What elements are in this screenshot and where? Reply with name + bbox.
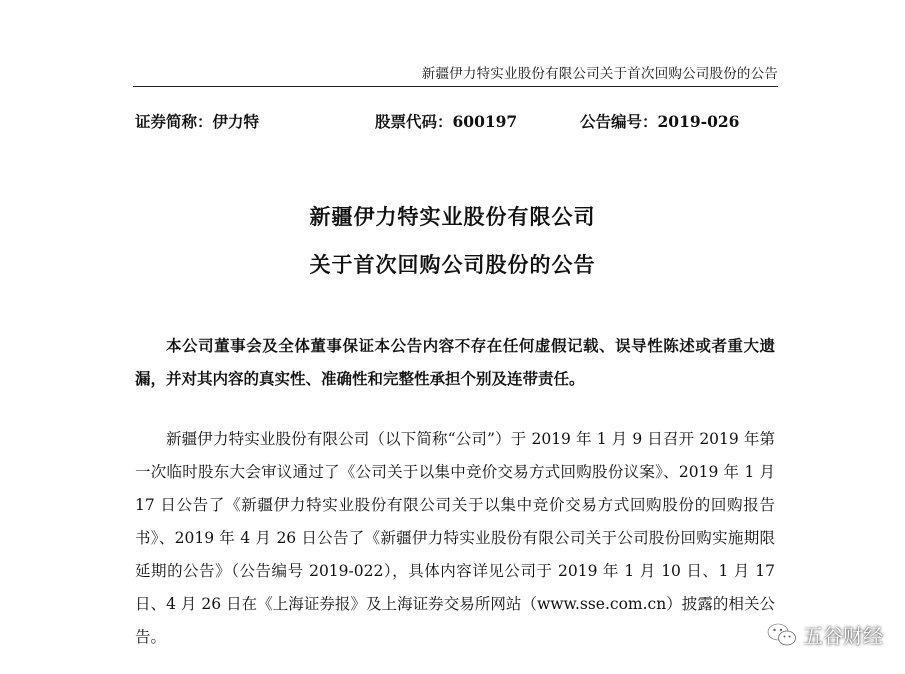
- stock-code: 股票代码：600197: [375, 112, 518, 131]
- running-header: 新疆伊力特实业股份有限公司关于首次回购公司股份的公告: [133, 62, 778, 87]
- document-title-company: 新疆伊力特实业股份有限公司: [309, 204, 596, 229]
- announcement-meta-row: [0, 110, 905, 134]
- body-paragraph: 新疆伊力特实业股份有限公司（以下简称“公司”）于 2019 年 1 月 9 日召开 2019 年第一次临时股东大会审议通过了《公司关于以集中竞价交易方式回购股份议案》、2019 年 1 月 17 日公告了《新疆伊力特实业股份有限公司关于以集中竞价交易方式回购股份的回购报告书》、2019 年 4 月 26 日公告了《新疆伊力特实业股份有限公司关于公司股份回购实施期限延期的公告》（公告编号 2019-022），具体内容详见公司于 2019 年 1 月 10 日、1 月 17 日、4 月 26 日在《上海证券报》及上海证券交易所网站（www.sse.com.cn）披露的相关公告。: [135, 430, 775, 646]
- wechat-watermark: [767, 620, 883, 649]
- announcement-number: 公告编号：2019-026: [580, 112, 740, 131]
- watermark-text: 五谷财经: [803, 624, 883, 648]
- stock-short-name: 证券简称：伊力特: [135, 112, 260, 131]
- board-declaration-paragraph: 本公司董事会及全体董事保证本公告内容不存在任何虚假记载、误导性陈述或者重大遗漏，并对其内容的真实性、准确性和完整性承担个别及连带责任。: [135, 336, 775, 388]
- document-title-subject: 关于首次回购公司股份的公告: [309, 252, 596, 277]
- wechat-icon: [767, 622, 797, 648]
